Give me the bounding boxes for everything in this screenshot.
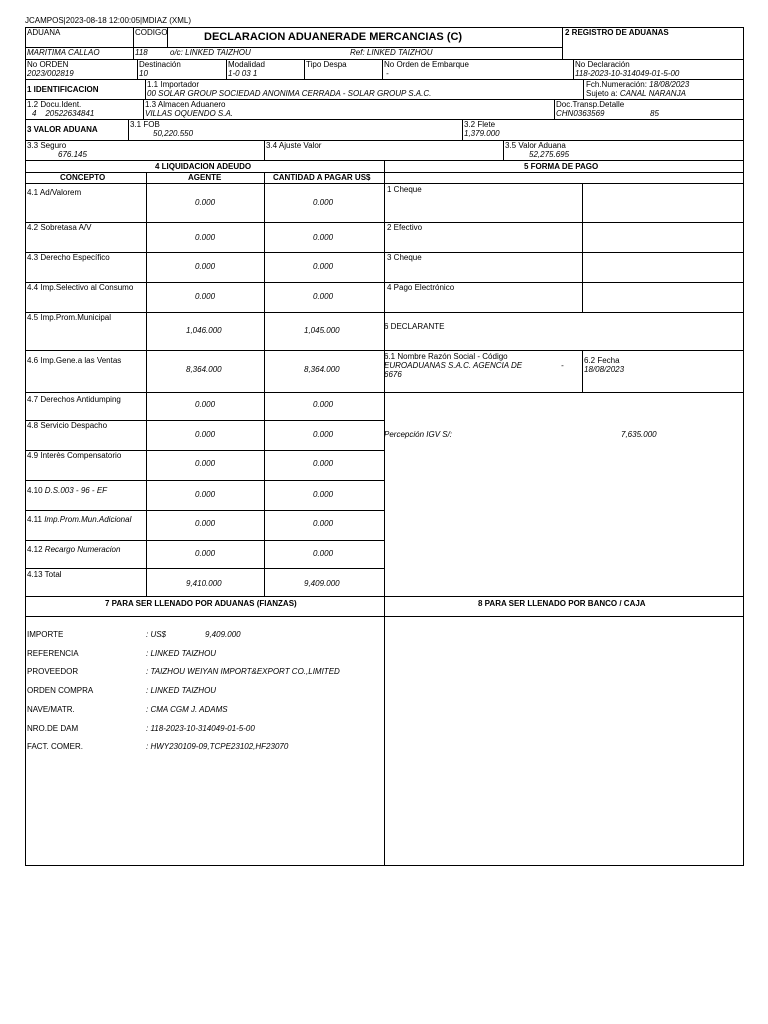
fecha-value: 18/08/2023	[584, 365, 625, 374]
fob-label: 3.1 FOB	[130, 120, 160, 129]
doc-transp-value: CHN0363569	[556, 109, 605, 118]
embarque-label: No Orden de Embarque	[384, 60, 469, 69]
pago-item: 3 Cheque	[387, 253, 422, 262]
embarque-value: -	[386, 69, 389, 78]
flete-label: 3.2 Flete	[464, 120, 496, 129]
liq-row-label: 4.1 Ad/Valorem	[27, 188, 82, 197]
fch-numeracion: Fch.Numeración: 18/08/2023	[586, 80, 690, 89]
valor-aduana-label: 3.5 Valor Aduana	[505, 141, 566, 150]
liquidacion-title: 4 LIQUIDACION ADEUDO	[155, 162, 252, 171]
fianza-label: PROVEEDOR	[27, 667, 79, 676]
liq-row-cantidad: 0.000	[313, 519, 334, 528]
liq-row-label: 4.12 Recargo Numeracion	[27, 545, 121, 554]
liq-row-agente: 0.000	[195, 198, 216, 207]
pago-item: 2 Efectivo	[387, 223, 423, 232]
fianza-value: : CMA CGM J. ADAMS	[146, 705, 228, 714]
liq-row-agente: 0.000	[195, 233, 216, 242]
liq-row-agente: 0.000	[195, 400, 216, 409]
liq-row-cantidad: 0.000	[313, 490, 334, 499]
docu-ident-value: 4 20522634841	[32, 109, 95, 118]
destinacion-value: 10	[139, 69, 148, 78]
liq-row-agente: 0.000	[195, 490, 216, 499]
registro-aduanas-label: 2 REGISTRO DE ADUANAS	[565, 28, 669, 37]
oc-reference: o/c: LINKED TAIZHOU	[170, 48, 251, 57]
docu-ident-label: 1.2 Docu.Ident.	[27, 100, 82, 109]
liq-row-label: 4.6 Imp.Gene.a las Ventas	[27, 356, 122, 365]
codigo-value: 118	[135, 48, 148, 57]
document-title: DECLARACION ADUANERADE MERCANCIAS (C)	[204, 31, 463, 43]
liq-row-agente: 0.000	[195, 262, 216, 271]
liq-row-label: 4.2 Sobretasa A/V	[27, 223, 92, 232]
tipo-despacho-label: Tipo Despa	[306, 60, 347, 69]
almacen-value: VILLAS OQUENDO S.A.	[145, 109, 234, 118]
fianza-value: : LINKED TAIZHOU	[146, 686, 217, 695]
declarante-codigo: 6676	[384, 370, 402, 379]
fianza-label: NAVE/MATR.	[27, 705, 75, 714]
fianza-label: IMPORTE	[27, 630, 64, 639]
almacen-label: 1.3 Almacen Aduanero	[145, 100, 226, 109]
orden-value: 2023/002819	[27, 69, 74, 78]
liq-row-cantidad: 1,045.000	[304, 326, 340, 335]
aduana-label: ADUANA	[27, 28, 61, 37]
col-cantidad: CANTIDAD A PAGAR US$	[273, 173, 371, 182]
liq-row-agente: 9,410.000	[186, 579, 222, 588]
seguro-value: 676.145	[58, 150, 87, 159]
flete-value: 1,379.000	[464, 129, 500, 138]
importador-value: 00 SOLAR GROUP SOCIEDAD ANONIMA CERRADA - SOLAR GROUP S.A.C.	[147, 89, 432, 98]
liq-row-cantidad: 0.000	[313, 459, 334, 468]
liq-row-cantidad: 0.000	[313, 292, 334, 301]
liq-row-label: 4.7 Derechos Antidumping	[27, 395, 121, 404]
liq-row-cantidad: 8,364.000	[304, 365, 340, 374]
percepcion-igv-value: 7,635.000	[621, 430, 657, 439]
liq-row-label: 4.3 Derecho Específico	[27, 253, 110, 262]
fianza-value: : TAIZHOU WEIYAN IMPORT&EXPORT CO.,LIMITED	[146, 667, 340, 676]
sujeto-canal: Sujeto a: CANAL NARANJA	[586, 89, 686, 98]
liq-row-label: 4.5 Imp.Prom.Municipal	[27, 313, 112, 322]
liq-row-agente: 0.000	[195, 430, 216, 439]
liq-row-label: 4.8 Servicio Despacho	[27, 421, 108, 430]
percepcion-igv-label: Percepción IGV S/:	[384, 430, 453, 439]
ajuste-valor-label: 3.4 Ajuste Valor	[266, 141, 322, 150]
liq-row-label: 4.9 Interès Compensatorio	[27, 451, 122, 460]
fianza-value: : LINKED TAIZHOU	[146, 649, 217, 658]
seguro-label: 3.3 Seguro	[27, 141, 67, 150]
liq-row-agente: 0.000	[195, 549, 216, 558]
codigo-label: CODIGO	[135, 28, 168, 37]
section8-title: 8 PARA SER LLENADO POR BANCO / CAJA	[478, 599, 646, 608]
liq-row-label: 4.10 D.S.003 - 96 - EF	[27, 486, 108, 495]
liq-row-agente: 0.000	[195, 292, 216, 301]
orden-label: No ORDEN	[27, 60, 69, 69]
importador-label: 1.1 Importador	[147, 80, 200, 89]
fianza-label: FACT. COMER.	[27, 742, 84, 751]
declarante-nombre-value: EUROADUANAS S.A.C. AGENCIA DE	[384, 361, 523, 370]
liq-row-cantidad: 0.000	[313, 233, 334, 242]
col-agente: AGENTE	[188, 173, 222, 182]
modalidad-label: Modalidad	[228, 60, 265, 69]
doc-transp-number: 85	[650, 109, 659, 118]
fianza-value: : 118-2023-10-314049-01-5-00	[146, 724, 255, 733]
pago-item: 4 Pago Electrónico	[387, 283, 455, 292]
liq-row-cantidad: 0.000	[313, 549, 334, 558]
declarante-nombre-label: 6.1 Nombre Razón Social - Código	[384, 352, 508, 361]
declaracion-label: No Declaración	[575, 60, 630, 69]
valor-aduana-value: 52,275.695	[529, 150, 570, 159]
declarante-dash: -	[561, 361, 564, 370]
destinacion-label: Destinación	[139, 60, 181, 69]
valor-aduana-section-label: 3 VALOR ADUANA	[27, 125, 98, 134]
col-concepto: CONCEPTO	[60, 173, 106, 182]
audit-topline: JCAMPOS|2023-08-18 12:00:05|MDIAZ (XML)	[25, 16, 191, 25]
fianza-label: ORDEN COMPRA	[27, 686, 94, 695]
liq-row-cantidad: 0.000	[313, 430, 334, 439]
liq-row-cantidad: 0.000	[313, 400, 334, 409]
forma-pago-title: 5 FORMA DE PAGO	[524, 162, 599, 171]
fianza-value: : US$	[146, 630, 167, 639]
liq-row-agente: 0.000	[195, 519, 216, 528]
fianza-importe: 9,409.000	[205, 630, 241, 639]
fianza-value: : HWY230109-09,TCPE23102,HF23070	[146, 742, 289, 751]
doc-transp-label: Doc.Transp.Detalle	[556, 100, 625, 109]
fob-value: 50,220.550	[153, 129, 194, 138]
liq-row-label: 4.13 Total	[27, 570, 62, 579]
liq-row-label: 4.4 Imp.Selectivo al Consumo	[27, 283, 134, 292]
liq-row-cantidad: 9,409.000	[304, 579, 340, 588]
liq-row-cantidad: 0.000	[313, 262, 334, 271]
fianza-label: REFERENCIA	[27, 649, 79, 658]
section7-title: 7 PARA SER LLENADO POR ADUANAS (FIANZAS)	[105, 599, 297, 608]
fecha-label: 6.2 Fecha	[584, 356, 620, 365]
liq-row-cantidad: 0.000	[313, 198, 334, 207]
liq-row-agente: 0.000	[195, 459, 216, 468]
pago-item: 1 Cheque	[387, 185, 422, 194]
fianza-label: NRO.DE DAM	[27, 724, 79, 733]
liq-row-agente: 8,364.000	[186, 365, 222, 374]
modalidad-value: 1-0 03 1	[228, 69, 258, 78]
declaracion-value: 118-2023-10-314049-01-5-00	[575, 69, 680, 78]
ref-reference: Ref: LINKED TAIZHOU	[350, 48, 433, 57]
declarante-title: 6 DECLARANTE	[384, 322, 445, 331]
aduana-value: MARITIMA CALLAO	[27, 48, 100, 57]
identificacion-section-label: 1 IDENTIFICACION	[27, 85, 99, 94]
liq-row-label: 4.11 Imp.Prom.Mun.Adicional	[27, 515, 132, 524]
liq-row-agente: 1,046.000	[186, 326, 222, 335]
